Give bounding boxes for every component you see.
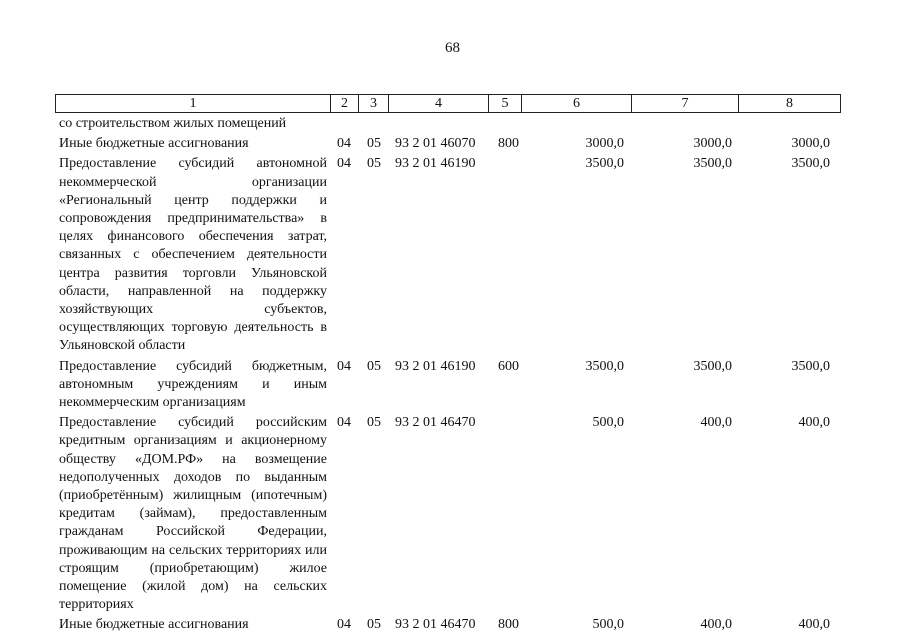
- row-value-8: 3500,0: [791, 358, 830, 374]
- page-number: 68: [445, 40, 460, 56]
- row-target-code: [391, 115, 494, 133]
- header-col-3: 3: [359, 95, 389, 112]
- header-col-1: 1: [56, 95, 331, 112]
- header-col-5: 5: [489, 95, 522, 112]
- row-name: со строительством жилых помещений: [59, 116, 287, 131]
- header-col-4: 4: [389, 95, 489, 112]
- row-value-6: 500,0: [592, 415, 624, 431]
- row-value-8: [732, 115, 830, 133]
- row-subsection: 05: [367, 358, 381, 374]
- row-section: 04: [337, 156, 351, 172]
- table-header: [55, 94, 841, 113]
- row-expense-type: 600: [498, 358, 519, 374]
- row-section: 04: [337, 136, 351, 152]
- header-col-2: 2: [331, 95, 359, 112]
- row-value-8: 400,0: [798, 415, 830, 431]
- table-row: [59, 115, 845, 133]
- row-expense-type: [494, 115, 534, 133]
- table-row: [59, 155, 845, 355]
- table-row: [59, 414, 845, 614]
- row-target-code: 93 2 01 46470: [395, 617, 476, 633]
- row-expense-type: 800: [498, 617, 519, 633]
- row-value-8: 3000,0: [791, 136, 830, 152]
- row-subsection: [361, 115, 391, 133]
- row-section: 04: [337, 617, 351, 633]
- row-name: Предоставление субсидий автономной некоммерческой организации «Региональный центр поддержки и сопровождения предпринимательства» в целях финансового обеспечения затрат, связанных с обеспечением деятельности центра развития торговли Ульяновской области, направленной на поддержку хозяйствующих субъектов, осуществляющих торговую деятельность в Ульяновской области: [59, 156, 327, 354]
- row-value-7: 3000,0: [693, 136, 732, 152]
- row-target-code: 93 2 01 46190: [395, 358, 476, 374]
- row-value-7: [624, 115, 732, 133]
- row-value-7: 400,0: [700, 617, 732, 633]
- row-value-6: [534, 115, 624, 133]
- row-subsection: 05: [367, 156, 381, 172]
- row-name: Предоставление субсидий российским кредитным организациям и акционерному обществу «ДОМ.РФ» на возмещение недополученных доходов по выданным (приобретённым) жилищным (ипотечным) кредитам (займам), предоставленным гражданам Российской Федерации, проживающим на сельских территориях или строящим (приобретающим) жилое помещение (жилой дом) на сельских территориях: [59, 415, 327, 613]
- row-subsection: 05: [367, 136, 381, 152]
- row-target-code: 93 2 01 46070: [395, 136, 476, 152]
- row-value-6: 3000,0: [585, 136, 624, 152]
- row-section: 04: [337, 358, 351, 374]
- table-row: [59, 135, 845, 153]
- row-value-6: 500,0: [592, 617, 624, 633]
- row-target-code: 93 2 01 46190: [395, 156, 476, 172]
- header-col-6: 6: [522, 95, 632, 112]
- row-subsection: 05: [367, 617, 381, 633]
- row-value-6: 3500,0: [585, 156, 624, 172]
- row-subsection: 05: [367, 415, 381, 431]
- row-value-7: 400,0: [700, 415, 732, 431]
- row-value-8: 3500,0: [791, 156, 830, 172]
- row-section: 04: [337, 415, 351, 431]
- row-target-code: 93 2 01 46470: [395, 415, 476, 431]
- row-expense-type: 800: [498, 136, 519, 152]
- row-section: [327, 115, 361, 133]
- row-value-7: 3500,0: [693, 358, 732, 374]
- row-value-8: 400,0: [798, 617, 830, 633]
- row-expense-type: [494, 155, 534, 355]
- row-name: Иные бюджетные ассигнования: [59, 136, 249, 152]
- table-body: [59, 115, 845, 637]
- header-col-7: 7: [632, 95, 739, 112]
- row-expense-type: [494, 414, 534, 614]
- row-name: Предоставление субсидий бюджетным, автономным учреждениям и иным некоммерческим организациям: [59, 358, 327, 411]
- row-value-6: 3500,0: [585, 358, 624, 374]
- table-row: [59, 616, 845, 634]
- header-col-8: 8: [786, 96, 793, 111]
- row-name: Иные бюджетные ассигнования: [59, 617, 249, 633]
- table-row: [59, 358, 845, 413]
- row-value-7: 3500,0: [693, 156, 732, 172]
